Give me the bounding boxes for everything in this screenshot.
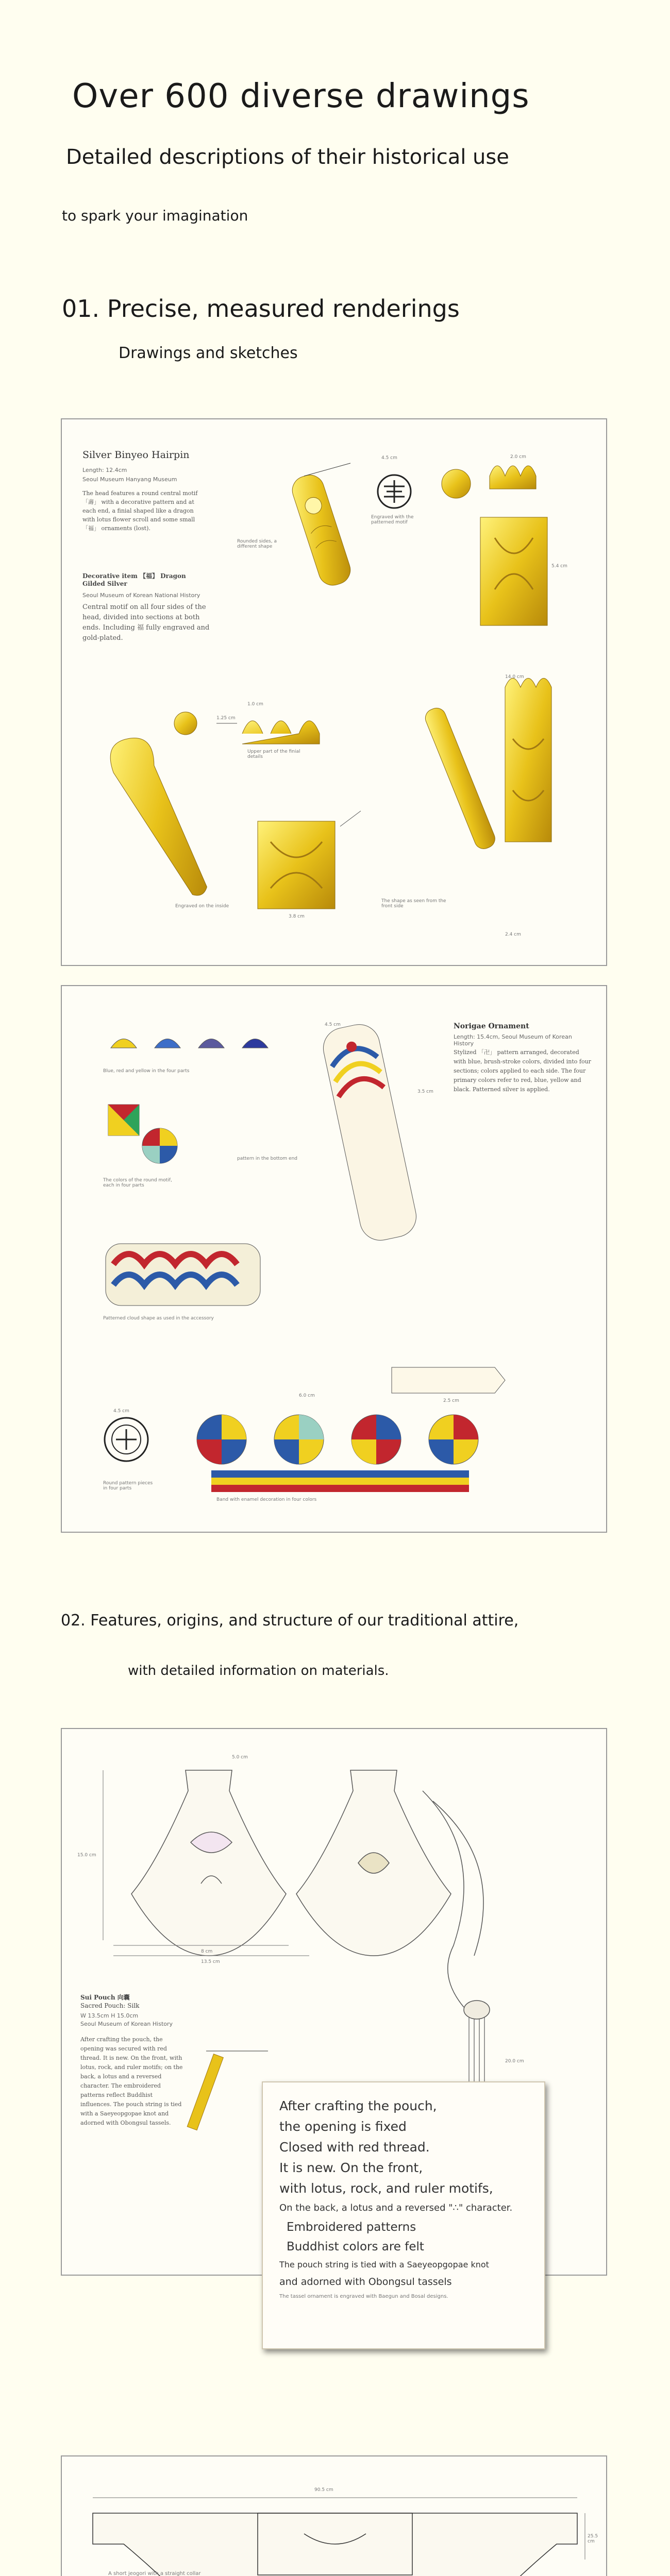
dim-8: 2.4 cm (505, 932, 521, 937)
jacket-outline (93, 2513, 577, 2576)
p-dim-3: 13.5 cm (201, 1959, 220, 1964)
norigae-title: Norigae Ornament (454, 1022, 529, 1030)
item2-description: Central motif on all four sides of the head, divided into sections at both ends. Including 福 fully engraved and gold-plated. (82, 603, 210, 642)
dim-6: 14.0 cm (505, 674, 524, 680)
caption-2: Rounded sides, a different shape (237, 539, 277, 549)
page-subtitle: Detailed descriptions of their historical use (66, 145, 509, 169)
hairpin-curled-view (107, 730, 208, 906)
pouch-card-line-3: Closed with red thread. (279, 2140, 430, 2155)
n-cap-6: Band with enamel decoration in four colors (216, 1497, 317, 1502)
n-dim-4: 6.0 cm (299, 1393, 315, 1398)
round-medallion (105, 1418, 148, 1461)
n-cap-4: Round pattern pieces in four parts (103, 1481, 153, 1491)
pouch-back (296, 1770, 451, 1956)
hairpin-meta-length: Length: 12.4cm (82, 467, 127, 473)
pouch-card-line-5: with lotus, rock, and ruler motifs, (279, 2181, 493, 2196)
cloud-band (106, 1244, 260, 1306)
pouch-card-line-7: Embroidered patterns (287, 2221, 416, 2234)
section1-heading: 01. Precise, measured renderings (62, 295, 460, 323)
n-cap-1: Blue, red and yellow in the four parts (103, 1069, 190, 1074)
pouch-title: Sui Pouch 向囊 (80, 1994, 130, 2001)
finial-top-view (480, 466, 547, 625)
drawing-panel-norigae (61, 985, 607, 1533)
pendant-main (320, 1021, 420, 1244)
dim-2: 2.0 cm (510, 454, 526, 460)
pouch-short-description: After crafting the pouch, the opening was secured with red thread. It is new. On the front, with lotus, rock, and ruler motifs; on the back, a lotus and a reversed character. The embroidered patterns reflect Buddhist influences. The pouch string is tied with a Saeyeopgopae knot and adorned with Obongsul tassels. (80, 2036, 183, 2126)
section2-heading: 02. Features, origins, and structure of our traditional attire, (61, 1612, 519, 1630)
section1-subheading: Drawings and sketches (119, 344, 298, 362)
hairpin-shaft-view (423, 705, 498, 852)
j-dim-1: 90.5 cm (314, 2487, 333, 2493)
hairpin-description: The head features a round central motif 「壽」 with a decorative pattern and at each end, a finial shaped like a dragon with lotus flower scroll and some small 「福」 ornaments (lost). (82, 490, 198, 532)
n-cap-3: pattern in the bottom end (237, 1156, 297, 1161)
item2-meta: Seoul Museum of Korean National History (82, 592, 200, 599)
n-dim-1: 4.5 cm (325, 1022, 341, 1027)
drawing-panel-jacket (61, 2455, 607, 2576)
quadrant-square (108, 1105, 139, 1136)
pouch-card-line-6: On the back, a lotus and a reversed "∴" character. (279, 2202, 513, 2213)
pouch-card-line-1: After crafting the pouch, (279, 2098, 437, 2113)
pouch-card-line-10: and adorned with Obongsul tassels (279, 2276, 452, 2287)
n-cap-5: Patterned cloud shape as used in the accessory (103, 1316, 214, 1321)
enamel-band (211, 1470, 469, 1492)
norigae-description: Stylized 「卍」 pattern arranged, decorated with blue, brush-stroke colors, divided into four sections; colors applied to each side. The four primary colors refer to red, blue, yellow and black. Patterned silver is applied. (454, 1049, 591, 1093)
color-triangles (111, 1039, 268, 1048)
section2-subheading: with detailed information on materials. (128, 1663, 389, 1679)
pouch-info-card (262, 2081, 545, 2349)
pouch-museum: Seoul Museum of Korean History (80, 2021, 173, 2027)
dim-3: 5.4 cm (551, 564, 567, 569)
dim-7: 3.8 cm (289, 914, 305, 919)
finial-side-view (505, 679, 551, 842)
n-dim-3: 4.5 cm (113, 1409, 129, 1414)
pouch-card-line-4: It is new. On the front, (279, 2160, 423, 2175)
dim-4: 1.25 cm (216, 716, 236, 721)
dim-1: 4.5 cm (381, 455, 397, 461)
p-dim-5: 20.0 cm (505, 2059, 524, 2064)
p-dim-4: 15.0 cm (77, 1853, 96, 1858)
caption-3: Upper part of the finial details (247, 749, 300, 759)
caption-5: The shape as seen from the front side (381, 899, 446, 909)
n-dim-5: 2.5 cm (443, 1398, 459, 1403)
pouch-subtitle: Sacred Pouch: Silk (80, 2002, 140, 2009)
jacket-drawing (62, 2456, 607, 2576)
caption-1: Engraved with the patterned motif (371, 515, 414, 525)
norigae-meta: Length: 15.4cm, Seoul Museum of Korean History (454, 1033, 572, 1047)
hairpin-long-view (289, 471, 354, 589)
pouch-meta: W 13.5cm H 15.0cm (80, 2012, 139, 2019)
hairpin-meta-museum: Seoul Museum Hanyang Museum (82, 476, 177, 483)
pin-tip (392, 1367, 505, 1393)
p-dim-1: 5.0 cm (232, 1755, 248, 1760)
four-color-discs (197, 1415, 478, 1464)
j-dim-2: 25.5 cm (588, 2534, 598, 2544)
item2-title: Decorative item 【福】 Dragon Gilded Silver (82, 572, 186, 587)
shou-medallion (378, 469, 471, 508)
p-dim-2: 8 cm (201, 1949, 213, 1954)
page-title: Over 600 diverse drawings (72, 77, 530, 115)
page-tagline: to spark your imagination (62, 207, 248, 224)
hairpin-title: Silver Binyeo Hairpin (82, 449, 190, 461)
pouch-tassel (423, 1791, 490, 2126)
dim-5: 1.0 cm (247, 702, 263, 707)
pouch-front (131, 1770, 286, 1956)
pouch-card-line-9: The pouch string is tied with a Saeyeopgopae knot (279, 2260, 489, 2269)
pouch-card-line-8: Buddhist colors are felt (287, 2240, 424, 2253)
pouch-card-line-2: the opening is fixed (279, 2119, 407, 2134)
n-cap-2: The colors of the round motif, each in four parts (103, 1178, 172, 1188)
drawing-panel-hairpin (61, 418, 607, 966)
jacket-side-note: A short jeogori with a straight collar (108, 2571, 201, 2576)
pouch-card-line-11: The tassel ornament is engraved with Baegun and Bosal designs. (279, 2294, 448, 2299)
n-dim-2: 3.5 cm (417, 1089, 433, 1094)
pouch-strap (187, 2054, 223, 2130)
quadrant-circles (142, 1128, 177, 1163)
caption-4: Engraved on the inside (175, 904, 229, 909)
